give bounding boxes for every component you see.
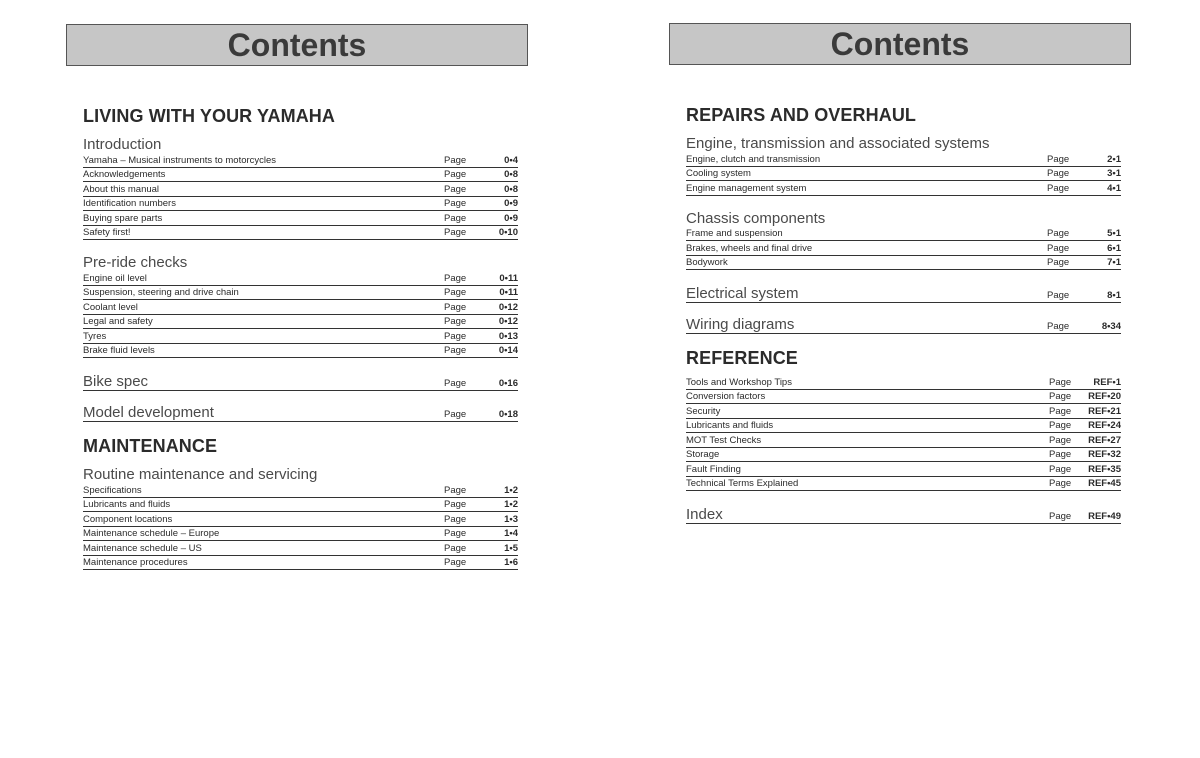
entry-title: Lubricants and fluids <box>83 499 171 510</box>
page-label: Page <box>1049 511 1072 522</box>
toc-entry[interactable] <box>83 153 518 168</box>
entry-title: Lubricants and fluids <box>686 420 774 431</box>
page-number: 4•1 <box>1107 182 1121 194</box>
toc-entry[interactable] <box>686 448 1121 463</box>
entry-title: Engine oil level <box>83 272 147 284</box>
page-label: Page <box>1047 321 1070 332</box>
page-number: REF•35 <box>1088 463 1121 475</box>
entry-title: Specifications <box>83 484 142 496</box>
page-number: 0•9 <box>504 212 518 224</box>
page-label: Page <box>1047 257 1070 268</box>
toc-entry[interactable] <box>83 300 518 315</box>
page-label: Page <box>1049 449 1072 460</box>
page-number: REF•24 <box>1088 420 1121 431</box>
entry-title: Bike spec <box>83 373 149 390</box>
toc-entry[interactable] <box>83 211 518 226</box>
page-label: Page <box>444 513 467 525</box>
page-number: REF•32 <box>1088 449 1121 460</box>
page-number: 0•9 <box>504 198 518 209</box>
page-number: 8•34 <box>1101 321 1121 332</box>
page-label: Page <box>444 301 467 313</box>
page-number: 0•10 <box>498 227 518 238</box>
page-label: Page <box>1049 376 1072 388</box>
engine-list <box>686 152 1121 196</box>
entry-title: Cooling system <box>686 168 751 179</box>
chassis-list <box>686 227 1121 271</box>
group-title-preride: Pre-ride checks <box>83 254 188 271</box>
entry-title: Tools and Workshop Tips <box>686 376 792 388</box>
reference-list <box>686 375 1121 491</box>
toc-entry[interactable] <box>83 483 518 498</box>
entry-title: About this manual <box>83 183 160 195</box>
contents-banner: Contents <box>66 24 528 66</box>
page-number: REF•20 <box>1088 391 1121 402</box>
page-number: 3•1 <box>1107 168 1121 179</box>
toc-entry[interactable] <box>686 152 1121 167</box>
routine-list <box>83 483 518 570</box>
section-title-reference: REFERENCE <box>686 348 798 368</box>
page-number: REF•49 <box>1088 511 1121 522</box>
page-label: Page <box>444 183 467 195</box>
section-title-living: LIVING WITH YOUR YAMAHA <box>83 106 335 126</box>
entry-title: Component locations <box>83 513 173 525</box>
group-title-chassis: Chassis components <box>686 209 826 227</box>
entry-title: Engine management system <box>686 182 807 194</box>
toc-entry[interactable] <box>686 462 1121 477</box>
toc-entry[interactable] <box>83 527 518 542</box>
page-label: Page <box>444 378 467 389</box>
entry-title: Maintenance schedule – Europe <box>83 528 220 539</box>
right-toc <box>686 105 1121 524</box>
toc-entry[interactable] <box>83 512 518 527</box>
page-number: 0•4 <box>504 154 518 166</box>
introduction-list <box>83 153 518 240</box>
toc-entry[interactable] <box>83 498 518 513</box>
entry-title: Wiring diagrams <box>686 316 795 333</box>
page-label: Page <box>444 484 467 496</box>
page-label: Page <box>444 345 467 356</box>
page-number: 1•6 <box>504 557 518 568</box>
entry-title: Yamaha – Musical instruments to motorcycles <box>83 154 277 166</box>
page-number: 0•8 <box>504 183 518 195</box>
entry-title: Storage <box>686 449 720 460</box>
page-label: Page <box>444 330 467 342</box>
toc-entry[interactable] <box>83 286 518 301</box>
page-number: 8•1 <box>1107 290 1121 301</box>
page-number: 0•18 <box>498 409 518 420</box>
page-label: Page <box>444 316 467 327</box>
page-number: REF•21 <box>1088 405 1121 417</box>
toc-entry[interactable] <box>83 168 518 183</box>
page-label: Page <box>1047 153 1070 165</box>
page-number: 6•1 <box>1107 242 1121 254</box>
page-label: Page <box>444 409 467 420</box>
page-label: Page <box>1049 391 1072 402</box>
entry-title: Brake fluid levels <box>83 345 155 356</box>
toc-entry[interactable] <box>686 181 1121 196</box>
section-title-repairs: REPAIRS AND OVERHAUL <box>686 105 917 125</box>
toc-entry-electrical[interactable] <box>686 284 1121 303</box>
entry-title: Identification numbers <box>83 198 176 209</box>
entry-title: Technical Terms Explained <box>686 478 799 489</box>
page-label: Page <box>1049 420 1072 431</box>
entry-title: Bodywork <box>686 257 728 268</box>
page-number: 1•5 <box>504 542 518 554</box>
page-label: Page <box>444 499 467 510</box>
entry-title: Tyres <box>83 330 107 342</box>
toc-entry[interactable] <box>83 271 518 286</box>
page-number: REF•45 <box>1088 478 1121 489</box>
page-label: Page <box>1049 463 1072 475</box>
entry-title: Legal and safety <box>83 316 153 327</box>
right-page <box>669 0 1139 524</box>
toc-entry[interactable] <box>686 404 1121 419</box>
page-number: 0•16 <box>498 378 518 389</box>
page-label: Page <box>1049 405 1072 417</box>
toc-entry-model-development[interactable] <box>83 403 518 422</box>
entry-title: MOT Test Checks <box>686 434 762 446</box>
entry-title: Brakes, wheels and final drive <box>686 242 813 254</box>
page-label: Page <box>1047 290 1070 301</box>
page-label: Page <box>444 557 467 568</box>
entry-title: Security <box>686 405 721 417</box>
page-label: Page <box>1049 434 1072 446</box>
toc-entry[interactable] <box>686 167 1121 182</box>
page-label: Page <box>444 198 467 209</box>
entry-title: Model development <box>83 404 214 421</box>
page-label: Page <box>1047 242 1070 254</box>
toc-entry[interactable] <box>686 390 1121 405</box>
page-number: 0•12 <box>498 316 518 327</box>
entry-title: Index <box>686 506 723 523</box>
toc-entry[interactable] <box>83 182 518 197</box>
page-number: 0•14 <box>498 345 518 356</box>
page-label: Page <box>1047 228 1070 239</box>
toc-entry[interactable] <box>83 226 518 241</box>
page-number: 0•11 <box>499 272 518 284</box>
section-title-maintenance: MAINTENANCE <box>83 436 218 456</box>
toc-entry[interactable] <box>686 241 1121 256</box>
toc-entry-bike-spec[interactable] <box>83 372 518 391</box>
page-number: 1•3 <box>504 513 518 525</box>
toc-entry[interactable] <box>83 315 518 330</box>
entry-title: Suspension, steering and drive chain <box>83 287 239 298</box>
page-number: REF•27 <box>1088 434 1121 446</box>
group-title-introduction: Introduction <box>83 136 162 153</box>
left-page <box>66 0 536 570</box>
page-number: 1•2 <box>504 499 518 510</box>
entry-title: Conversion factors <box>686 391 766 402</box>
page-label: Page <box>1047 168 1070 179</box>
page-number: 1•4 <box>504 528 518 539</box>
entry-title: Buying spare parts <box>83 212 163 224</box>
page-label: Page <box>444 227 467 238</box>
page-label: Page <box>1047 182 1070 194</box>
page-label: Page <box>1049 478 1072 489</box>
toc-entry[interactable] <box>686 256 1121 271</box>
toc-entry[interactable] <box>686 477 1121 492</box>
toc-entry[interactable] <box>83 344 518 359</box>
entry-title: Electrical system <box>686 285 799 302</box>
left-toc <box>83 106 518 570</box>
page-number: 0•8 <box>504 169 518 180</box>
toc-entry[interactable] <box>686 227 1121 242</box>
page-number: REF•1 <box>1093 376 1121 388</box>
contents-banner: Contents <box>669 23 1131 65</box>
entry-title: Fault Finding <box>686 463 741 475</box>
entry-title: Coolant level <box>83 301 138 313</box>
page-number: 0•13 <box>498 330 518 342</box>
entry-title: Maintenance schedule – US <box>83 542 202 554</box>
preride-list <box>83 271 518 358</box>
entry-title: Frame and suspension <box>686 228 783 239</box>
page-label: Page <box>444 272 467 284</box>
toc-entry[interactable] <box>83 329 518 344</box>
page-label: Page <box>444 154 467 166</box>
group-title-routine: Routine maintenance and servicing <box>83 466 318 483</box>
page-number: 7•1 <box>1107 257 1121 268</box>
page-number: 2•1 <box>1107 153 1121 165</box>
toc-entry-wiring[interactable] <box>686 315 1121 334</box>
page-label: Page <box>444 528 467 539</box>
page-label: Page <box>444 169 467 180</box>
toc-entry[interactable] <box>686 419 1121 434</box>
toc-entry[interactable] <box>83 541 518 556</box>
entry-title: Maintenance procedures <box>83 557 188 568</box>
page-label: Page <box>444 542 467 554</box>
toc-entry[interactable] <box>686 375 1121 390</box>
entry-title: Engine, clutch and transmission <box>686 153 821 165</box>
page-number: 1•2 <box>504 484 518 496</box>
page-number: 0•12 <box>498 301 518 313</box>
toc-entry[interactable] <box>83 197 518 212</box>
toc-entry[interactable] <box>686 433 1121 448</box>
entry-title: Safety first! <box>83 227 131 238</box>
page-number: 5•1 <box>1107 228 1121 239</box>
page-number: 0•11 <box>499 287 518 298</box>
toc-entry-index[interactable] <box>686 505 1121 524</box>
toc-entry[interactable] <box>83 556 518 571</box>
entry-title: Acknowledgements <box>83 169 166 180</box>
page-label: Page <box>444 212 467 224</box>
page-label: Page <box>444 287 467 298</box>
group-title-engine: Engine, transmission and associated systems <box>686 135 990 152</box>
